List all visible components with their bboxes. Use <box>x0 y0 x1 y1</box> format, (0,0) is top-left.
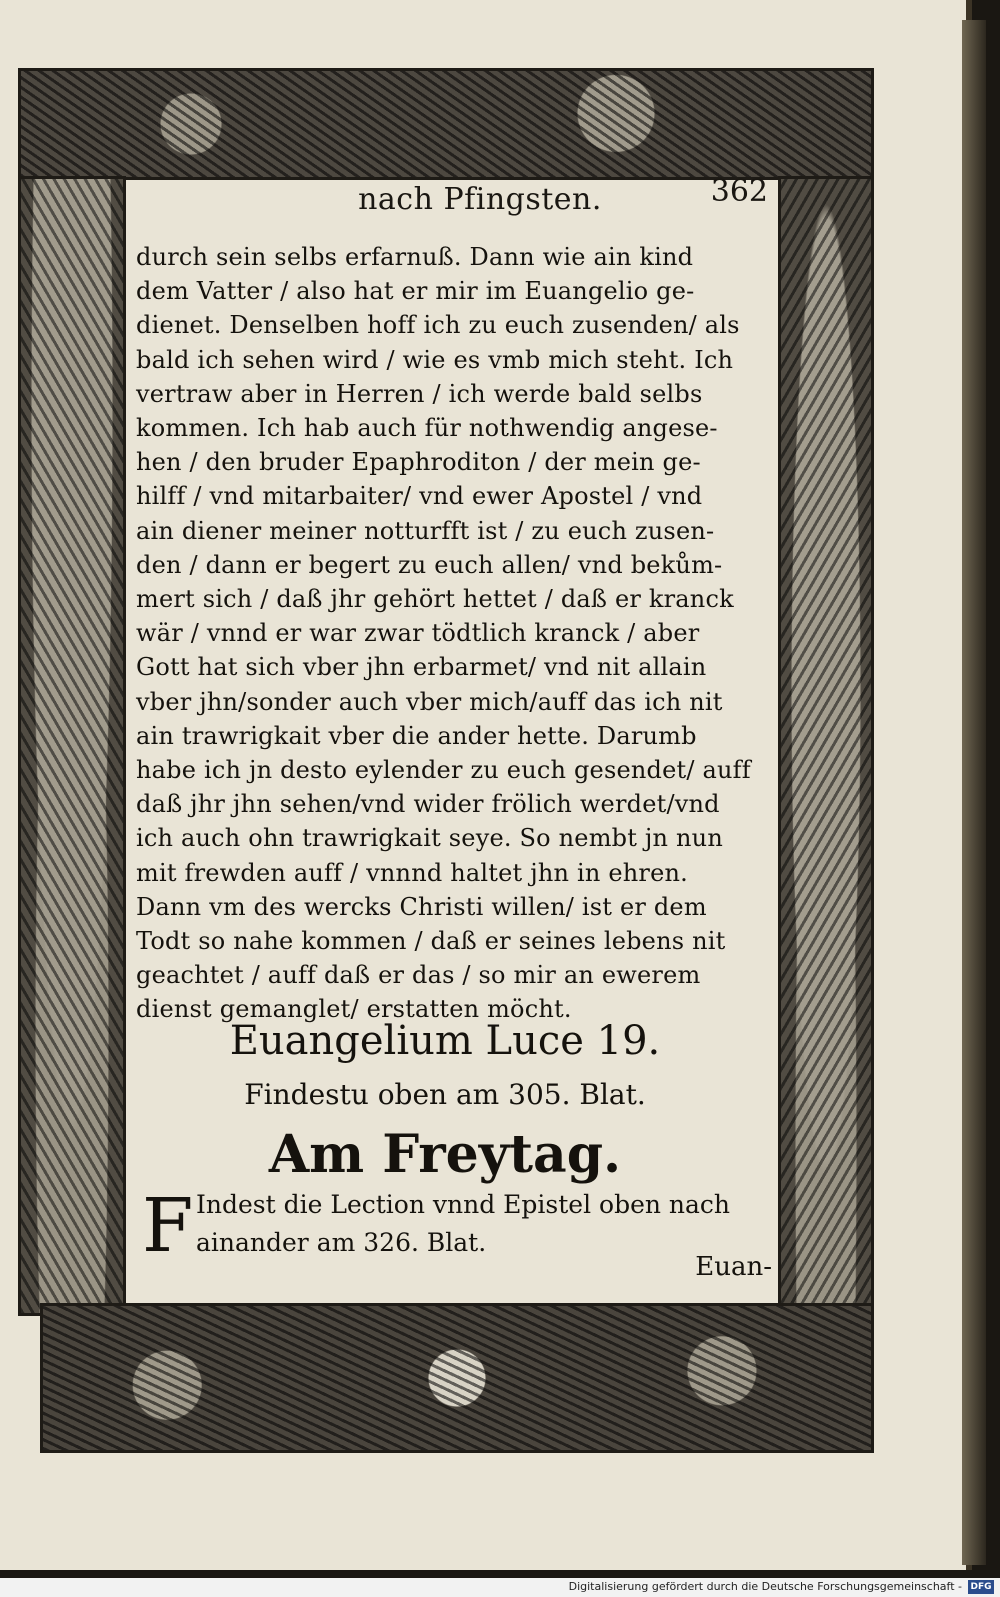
text-line: wär / vnnd er war zwar tödtlich kranck / aber <box>136 619 700 648</box>
text-line: mert sich / daß jhr gehört hettet / daß er kranck <box>136 585 734 614</box>
text-line: dienst gemanglet/ erstatten möcht. <box>136 995 572 1024</box>
text-line: dienet. Denselben hoff ich zu euch zusenden/ als <box>136 311 740 340</box>
funding-credit: Digitalisierung gefördert durch die Deutsche Forschungsgemeinschaft - <box>568 1580 962 1593</box>
text-line: ain trawrigkait vber die ander hette. Darumb <box>136 721 697 750</box>
friday-heading: Am Freytag. <box>268 1124 622 1185</box>
page-header <box>130 174 770 232</box>
text-line: bald ich sehen wird / wie es vmb mich steht. Ich <box>136 345 734 374</box>
gospel-reference: Findestu oben am 305. Blat. <box>244 1078 646 1111</box>
woodcut-border-bottom <box>40 1303 874 1453</box>
dfg-logo: DFG <box>968 1580 994 1594</box>
text-line: Gott hat sich vber jhn erbarmet/ vnd nit allain <box>136 653 707 682</box>
text-line: ich auch ohn trawrigkait seye. So nembt jn nun <box>136 824 723 853</box>
text-line: mit frewden auff / vnnnd haltet jhn in ehren. <box>136 858 688 887</box>
catchword: Euan- <box>695 1252 772 1282</box>
woodcut-border-left <box>18 176 126 1316</box>
gospel-heading: Euangelium Luce 19. <box>229 1018 661 1064</box>
text-line: ain diener meiner notturfft ist / zu euch zusen- <box>136 516 715 545</box>
woodcut-border-right <box>778 176 874 1316</box>
page-number: 362 <box>710 174 768 209</box>
text-line: Dann vm des wercks Christi willen/ ist er dem <box>136 892 707 921</box>
woodcut-border-top <box>18 68 874 180</box>
text-line: den / dann er begert zu euch allen/ vnd bekům- <box>136 550 723 579</box>
text-line: durch sein selbs erfarnuß. Dann wie ain kind <box>136 243 694 271</box>
text-line: geachtet / auff daß er das / so mir an ewerem <box>136 961 701 990</box>
text-line: daß jhr jhn sehen/vnd wider frölich werdet/vnd <box>136 790 720 819</box>
text-line: habe ich jn desto eylender zu euch gesendet/ auff <box>136 756 751 785</box>
text-line: Todt so nahe kommen / daß er seines lebens nit <box>136 927 726 956</box>
text-line: vber jhn/sonder auch vber mich/auff das ich nit <box>136 687 723 716</box>
text-line: dem Vatter / also hat er mir im Euangelio ge- <box>136 277 695 306</box>
book-edge <box>962 20 986 1565</box>
footer-bar <box>0 1578 1000 1597</box>
friday-text-line: ainander am 326. Blat. <box>196 1228 487 1257</box>
running-head: nach Pfingsten. <box>358 182 602 217</box>
friday-text-line: Indest die Lection vnnd Epistel oben nach <box>196 1190 731 1219</box>
text-line: hen / den bruder Epaphroditon / der mein ge- <box>136 448 701 477</box>
epistle-text <box>136 240 766 1027</box>
text-line: hilff / vnd mitarbaiter/ vnd ewer Apostel / vnd <box>136 482 703 511</box>
text-line: kommen. Ich hab auch für nothwendig angese- <box>136 414 718 443</box>
drop-initial: F <box>142 1183 194 1269</box>
text-line: vertraw aber in Herren / ich werde bald selbs <box>136 379 703 408</box>
